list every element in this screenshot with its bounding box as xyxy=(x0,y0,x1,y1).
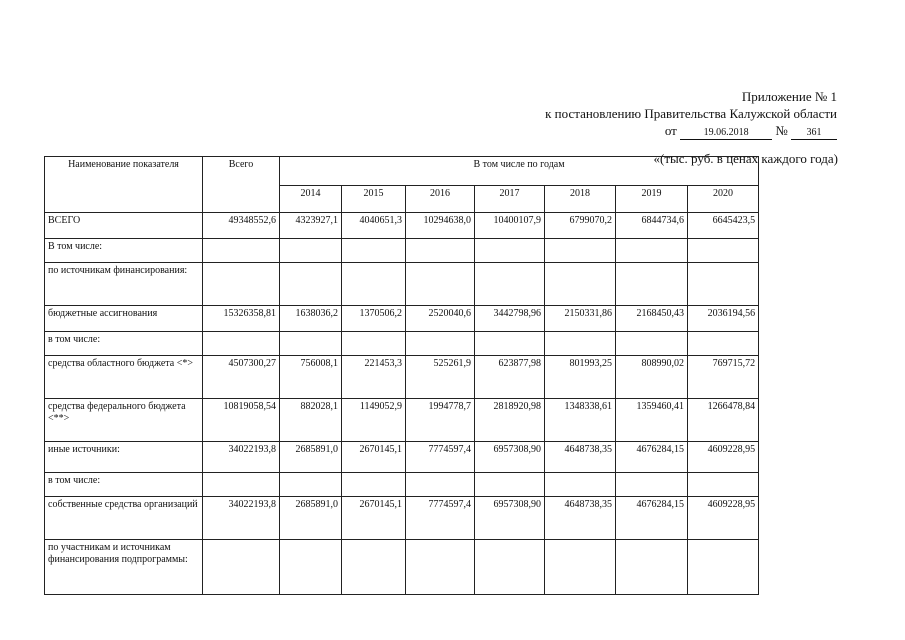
cell-value xyxy=(406,473,475,497)
header-total: Всего xyxy=(203,157,280,213)
cell-value: 4609228,95 xyxy=(688,442,759,473)
cell-value: 1266478,84 xyxy=(688,399,759,442)
cell-value: 801993,25 xyxy=(545,356,616,399)
row-total: 15326358,81 xyxy=(203,306,280,332)
date-number-row xyxy=(545,122,837,140)
table-row xyxy=(45,540,759,595)
cell-value xyxy=(475,473,545,497)
cell-value: 7774597,4 xyxy=(406,497,475,540)
row-label: по участникам и источникам финансирования подпрограммы: xyxy=(45,540,203,595)
header-indicator-name: Наименование показателя xyxy=(45,157,203,213)
row-label: иные источники: xyxy=(45,442,203,473)
cell-value: 10294638,0 xyxy=(406,213,475,239)
row-total xyxy=(203,332,280,356)
table-row xyxy=(45,332,759,356)
table-row xyxy=(45,497,759,540)
cell-value xyxy=(280,332,342,356)
cell-value xyxy=(545,332,616,356)
cell-value xyxy=(475,540,545,595)
cell-value xyxy=(342,239,406,263)
cell-value xyxy=(406,332,475,356)
cell-value: 4676284,15 xyxy=(616,497,688,540)
cell-value xyxy=(406,263,475,306)
cell-value: 10400107,9 xyxy=(475,213,545,239)
resolution-reference: к постановлению Правительства Калужской области xyxy=(545,106,837,121)
cell-value xyxy=(280,239,342,263)
cell-value xyxy=(280,540,342,595)
table-row xyxy=(45,239,759,263)
table-row xyxy=(45,263,759,306)
cell-value: 2150331,86 xyxy=(545,306,616,332)
cell-value: 2685891,0 xyxy=(280,497,342,540)
cell-value xyxy=(688,239,759,263)
cell-value: 4648738,35 xyxy=(545,497,616,540)
row-total: 49348552,6 xyxy=(203,213,280,239)
cell-value: 808990,02 xyxy=(616,356,688,399)
row-total: 34022193,8 xyxy=(203,497,280,540)
table-row xyxy=(45,306,759,332)
cell-value xyxy=(616,473,688,497)
header-by-years: В том числе по годам xyxy=(280,157,759,186)
appendix-title: Приложение № 1 xyxy=(741,89,837,104)
cell-value xyxy=(545,239,616,263)
cell-value: 4323927,1 xyxy=(280,213,342,239)
cell-value xyxy=(406,540,475,595)
year-header: 2018 xyxy=(545,186,616,213)
cell-value xyxy=(688,263,759,306)
cell-value: 2670145,1 xyxy=(342,442,406,473)
cell-value xyxy=(475,263,545,306)
row-label: В том числе: xyxy=(45,239,203,263)
cell-value xyxy=(616,540,688,595)
cell-value xyxy=(280,263,342,306)
cell-value: 2168450,43 xyxy=(616,306,688,332)
row-label: бюджетные ассигнования xyxy=(45,306,203,332)
cell-value: 2818920,98 xyxy=(475,399,545,442)
table-row xyxy=(45,399,759,442)
cell-value xyxy=(616,239,688,263)
year-header: 2020 xyxy=(688,186,759,213)
year-header: 2019 xyxy=(616,186,688,213)
cell-value: 7774597,4 xyxy=(406,442,475,473)
cell-value xyxy=(688,473,759,497)
cell-value: 1370506,2 xyxy=(342,306,406,332)
document-header xyxy=(545,88,837,140)
cell-value: 756008,1 xyxy=(280,356,342,399)
table-row xyxy=(45,356,759,399)
cell-value: 3442798,96 xyxy=(475,306,545,332)
row-total: 10819058,54 xyxy=(203,399,280,442)
cell-value xyxy=(616,263,688,306)
table-header-row xyxy=(45,157,759,186)
year-header: 2017 xyxy=(475,186,545,213)
cell-value xyxy=(545,473,616,497)
number-label: № xyxy=(775,123,788,138)
cell-value: 221453,3 xyxy=(342,356,406,399)
cell-value: 882028,1 xyxy=(280,399,342,442)
cell-value: 2670145,1 xyxy=(342,497,406,540)
cell-value xyxy=(475,332,545,356)
cell-value: 1348338,61 xyxy=(545,399,616,442)
cell-value: 769715,72 xyxy=(688,356,759,399)
table-row xyxy=(45,213,759,239)
table-body xyxy=(45,213,759,595)
cell-value xyxy=(616,332,688,356)
from-label: от xyxy=(664,123,677,138)
cell-value xyxy=(475,239,545,263)
year-header: 2014 xyxy=(280,186,342,213)
cell-value: 1638036,2 xyxy=(280,306,342,332)
cell-value: 4040651,3 xyxy=(342,213,406,239)
cell-value: 4648738,35 xyxy=(545,442,616,473)
resolution-date: 19.06.2018 xyxy=(680,127,772,140)
cell-value: 6844734,6 xyxy=(616,213,688,239)
row-total xyxy=(203,473,280,497)
row-label: средства федерального бюджета <**> xyxy=(45,399,203,442)
row-total: 34022193,8 xyxy=(203,442,280,473)
cell-value xyxy=(688,332,759,356)
cell-value xyxy=(342,263,406,306)
resolution-number: 361 xyxy=(791,127,837,140)
row-total xyxy=(203,263,280,306)
cell-value: 4676284,15 xyxy=(616,442,688,473)
row-label: ВСЕГО xyxy=(45,213,203,239)
row-total xyxy=(203,540,280,595)
row-label: в том числе: xyxy=(45,473,203,497)
cell-value: 2520040,6 xyxy=(406,306,475,332)
financing-table xyxy=(44,156,759,595)
cell-value xyxy=(545,540,616,595)
year-header: 2015 xyxy=(342,186,406,213)
cell-value xyxy=(545,263,616,306)
row-total: 4507300,27 xyxy=(203,356,280,399)
cell-value xyxy=(688,540,759,595)
row-total xyxy=(203,239,280,263)
cell-value: 1149052,9 xyxy=(342,399,406,442)
cell-value xyxy=(342,473,406,497)
cell-value: 1359460,41 xyxy=(616,399,688,442)
cell-value: 4609228,95 xyxy=(688,497,759,540)
units-note: «(тыс. руб. в ценах каждого года) xyxy=(653,151,838,166)
cell-value xyxy=(342,332,406,356)
row-label: собственные средства организаций xyxy=(45,497,203,540)
row-label: в том числе: xyxy=(45,332,203,356)
table-row xyxy=(45,442,759,473)
cell-value xyxy=(406,239,475,263)
cell-value: 623877,98 xyxy=(475,356,545,399)
cell-value: 6645423,5 xyxy=(688,213,759,239)
row-label: по источникам финансирования: xyxy=(45,263,203,306)
cell-value: 2685891,0 xyxy=(280,442,342,473)
cell-value: 2036194,56 xyxy=(688,306,759,332)
table-row xyxy=(45,473,759,497)
year-header: 2016 xyxy=(406,186,475,213)
cell-value: 1994778,7 xyxy=(406,399,475,442)
cell-value: 525261,9 xyxy=(406,356,475,399)
cell-value: 6957308,90 xyxy=(475,442,545,473)
cell-value: 6957308,90 xyxy=(475,497,545,540)
cell-value xyxy=(280,473,342,497)
cell-value xyxy=(342,540,406,595)
row-label: средства областного бюджета <*> xyxy=(45,356,203,399)
cell-value: 6799070,2 xyxy=(545,213,616,239)
